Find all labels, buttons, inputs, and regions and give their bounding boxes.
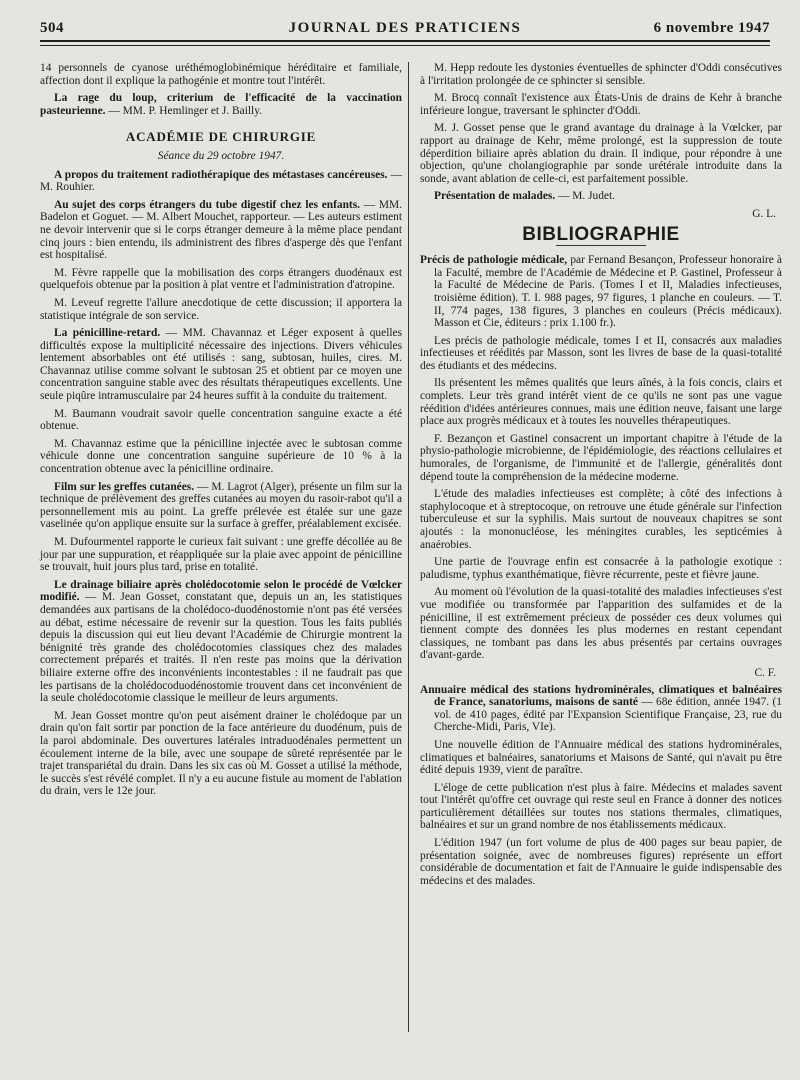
book-entry [420,254,782,330]
item-title: Présentation de malades. [434,190,556,203]
paragraph [40,327,402,403]
paragraph: M. Baumann voudrait savoir quelle concentration sanguine exacte a été obtenue. [40,407,402,433]
item-body: — M. Jean Gosset, constatant que, depuis un an, les statistiques demandées aux partisans de la cholédoco-duodénostomie n'ont pas été versées au débat, estime nécessaire de revenir sur la question. Tous les faits publiés depuis la discussion qui eut lieu devant l'Académie de Chirurgie montrent la bénignité très grande des cholédocotomies classiques chez des malades correctement préparés et traités. Il n'en reste pas moins que la dérivation biliaire externe offre des inconvénients incontestables : il ne faudrait pas que les partisans de la cholédocoduodénostomie trouvent dans cet inconvénient de la seule cholédocotomie classique le meilleur de leurs arguments. [40,591,402,705]
paragraph [40,92,402,117]
page-header [40,12,770,42]
page-number: 504 [40,20,64,36]
paragraph: M. J. Gosset pense que le grand avantage du drainage à la Vœlcker, par rapport au drainage de Kehr, même prolongé, est la suppression de toute déperdition biliaire après ablation du drain. Il indique, pour répondre à une objection, qu'une cholangiographie par sonde urétérale introduite dans la sonde, avant ablation de celle-ci, est parfaitement possible. [420,122,782,185]
bibliography-heading: BIBLIOGRAPHIE [522,223,680,245]
heading-rule [556,245,646,246]
item-authors: — MM. P. Hemlinger et J. Bailly. [105,104,263,117]
paragraph [40,169,402,194]
paragraph: Au moment où l'évolution de la quasi-totalité des maladies infectieuses s'est vue modifiée ou transformée par l'apparition des sulfamides et de la pénicilline, il est extrêmement précieux de posséder ces deux volumes qui tiennent compte des données les plus modernes en restant cependant classiques, ne tombant pas dans les abus présentés par certains ouvrages d'avant-garde. [420,586,782,662]
item-title: A propos du traitement radiothérapique des métastases cancéreuses. [54,168,388,181]
section-heading: ACADÉMIE DE CHIRURGIE [125,129,317,145]
paragraph: L'édition 1947 (un fort volume de plus de 400 pages sur beau papier, de présentation soignée, avec de nombreuses figures) représente un effort considérable de documentation et fait de l'Annuaire le guide indispensable des médecins et des malades. [420,837,782,887]
paragraph: M. Dufourmentel rapporte le curieux fait suivant : une greffe décollée au 8e jour par une suppuration, et réappliquée sur la plaie avec appoint de pénicilline se trouvait, huit jours plus tard, prise en totalité. [40,536,402,574]
paragraph: M. Jean Gosset montre qu'on peut aisément drainer le cholédoque par un drain qu'on fait sortir par ponction de la face antérieure du duodénum, puis de la paroi abdominale. Des ouvertures latérales intraduodénales permettent un écoulement interne de la bile, avec une soupape de sûreté représentée par le trajet transpariétal du drain. Dans les six cas où M. Gosset a utilisé la méthode, le succès s'est révélé complet. Il n'y a eu aucune fistule au moment de l'ablation du drain, vers le 12e jour. [40,709,402,798]
paragraph: M. Leveuf regrette l'allure anecdotique de cette discussion; il apportera la statistique intégrale de son service. [40,296,402,322]
item-title: La pénicilline-retard. [54,327,161,340]
book-title: Précis de pathologie médicale, [420,254,568,267]
paragraph: 14 personnels de cyanose uréthémoglobinémique héréditaire et familiale, affection dont il explique la pathogénie et montre tout l'intérêt. [40,62,402,87]
book-details: par Fernand Besançon, Professeur honoraire à la Faculté, membre de l'Académie de Médecine et P. Gastinel, Professeur à la Faculté de Médecine de Paris. (Tomes I et II, Maladies infectieuses, troisième édition). T. I. 988 pages, 97 figures, 1 planche en couleurs. — T. II, 774 pages, 138 figures, 3 planches en couleurs (Précis médicaux). Masson et Cie, éditeurs : prix 1.100 fr.). [434,254,782,330]
paragraph: M. Chavannaz estime que la pénicilline injectée avec le subtosan comme véhicule donne une concentration sanguine supérieure de 10 % à la concentration obtenue avec la pénicilline ordinaire. [40,437,402,476]
paragraph: Une nouvelle édition de l'Annuaire médical des stations hydrominérales, climatiques et balnéaires, sanatoriums et Maisons de Santé, qui n'avait pu être édité depuis 1939, vient de paraître. [420,738,782,777]
item-authors: — M. Judet. [555,190,615,203]
paragraph: Ils présentent les mêmes qualités que leurs aînés, à la fois concis, clairs et complets. Leur très grand intérêt vient de ce qu'ils ne sont pas une vague réédition d'idées antérieures connues, mais une édition neuve, faisant une large place aux progrès médicaux et à toutes les nouvelles thérapeutiques. [420,377,782,428]
item-title: Au sujet des corps étrangers du tube digestif chez les enfants. [54,198,361,211]
item-title: La rage du loup, criterium de l'efficacité de la vaccination pasteurienne. [40,92,402,117]
signature: G. L. [752,207,776,220]
paragraph [40,579,402,705]
paragraph [40,199,402,262]
item-body: — MM. Chavannaz et Léger exposent à quelles difficultés expose la multiplicité nécessaire des injections. Divers véhicules lentement absorbables ont été utilisés : sang, subtosan, huiles, cires. M. Chavannaz utilise comme solvant le subtosan 25 et obtient par ce moyen une concentration sanguine stable avec des résultats thérapeutiques excellents. Une seule piqûre intramusculaire par 24 heures suffit à la conduite du traitement. [40,327,403,403]
paragraph [420,190,782,203]
item-title: Film sur les greffes cutanées. [54,480,195,493]
item-body: — MM. Badelon et Goguet. — M. Albert Mouchet, rapporteur. — Les auteurs estiment ne devoir intervenir que si le corps étranger demeure à la même place pendant cinq jours : bien entendu, ils administrent des fibres d'asperge dès que l'enfant est hospitalisé. [40,198,402,262]
column-divider [408,62,409,1032]
paragraph: Une partie de l'ouvrage enfin est consacrée à la pathologie exotique : paludisme, typhus exanthématique, fièvre récurrente, peste et fièvre jaune. [420,556,782,581]
paragraph: Les précis de pathologie médicale, tomes I et II, consacrés aux maladies infectieuses et réédités par Masson, sont les livres de base de la quasi-totalité des étudiants et des médecins. [420,334,782,372]
issue-date: 6 novembre 1947 [653,20,770,36]
book-details: — 68e édition, année 1947. (1 vol. de 410 pages, édité par l'Expansion Scientifique Française, 23, rue du Cherche-Midi, Paris, VIe). [434,696,782,734]
book-title: Annuaire médical des stations hydrominérales, climatiques et balnéaires de France, sanatoriums, maisons de santé [420,683,782,709]
paragraph: F. Bezançon et Gastinel consacrent un important chapitre à l'étude de la physio-pathologie microbienne, de l'épidémiologie, des réactions cellulaires et humorales, de l'organisme, de l'immunité et de l'allergie, généralités dont dépend toute la compréhension de la médecine moderne. [420,432,782,483]
book-entry [420,684,782,734]
right-column [420,62,782,892]
paragraph [40,481,402,531]
header-rule [40,40,770,46]
paragraph: L'éloge de cette publication n'est plus à faire. Médecins et malades savent tout l'intérêt qu'offre cet ouvrage qui reste seul en France à donner des notices particulièrement détaillées sur toutes nos stations thermales, climatiques, balnéaires et sur un grand nombre de nos établissements médicaux. [420,781,782,832]
left-column [40,62,402,803]
session-date: Séance du 29 octobre 1947. [157,149,285,162]
paragraph: L'étude des maladies infectieuses est complète; à côté des infections à staphylocoque et à streptocoque, on retrouve une étude générale sur l'infection tuberculeuse et sur la syphilis. Mais surtout de nouveaux chapitres se sont ajoutés : la mononucléose, les méningites curables, les septicémies à anaérobies. [420,488,782,551]
paragraph: M. Hepp redoute les dystonies éventuelles de sphincter d'Oddi consécutives à l'irritation prolongée de ce sphincter si sensible. [420,62,782,87]
paragraph: M. Brocq connaît l'existence aux États-Unis de drains de Kehr à branche inférieure longue, traversant le sphincter d'Oddi. [420,92,782,117]
item-authors: — M. Rouhier. [40,168,402,194]
item-title: Le drainage biliaire après cholédocotomie selon le procédé de Vœlcker modifié. [40,578,402,604]
journal-title: JOURNAL DES PRATICIENS [288,20,522,36]
signature: C. F. [754,666,776,679]
paragraph: M. Fèvre rappelle que la mobilisation des corps étrangers duodénaux est quelquefois obtenue par la position à plat ventre et l'administration d'atropine. [40,266,402,292]
item-body: — M. Lagrot (Alger), présente un film sur la technique de prélèvement des greffes cutanées au moyen du rasoir-rabot qu'il a personnellement mis au point. La greffe prélevée est étalée sur une gaze vaselinée qu'on applique ensuite sur la surface à greffer, préalablement excisée. [40,480,402,531]
